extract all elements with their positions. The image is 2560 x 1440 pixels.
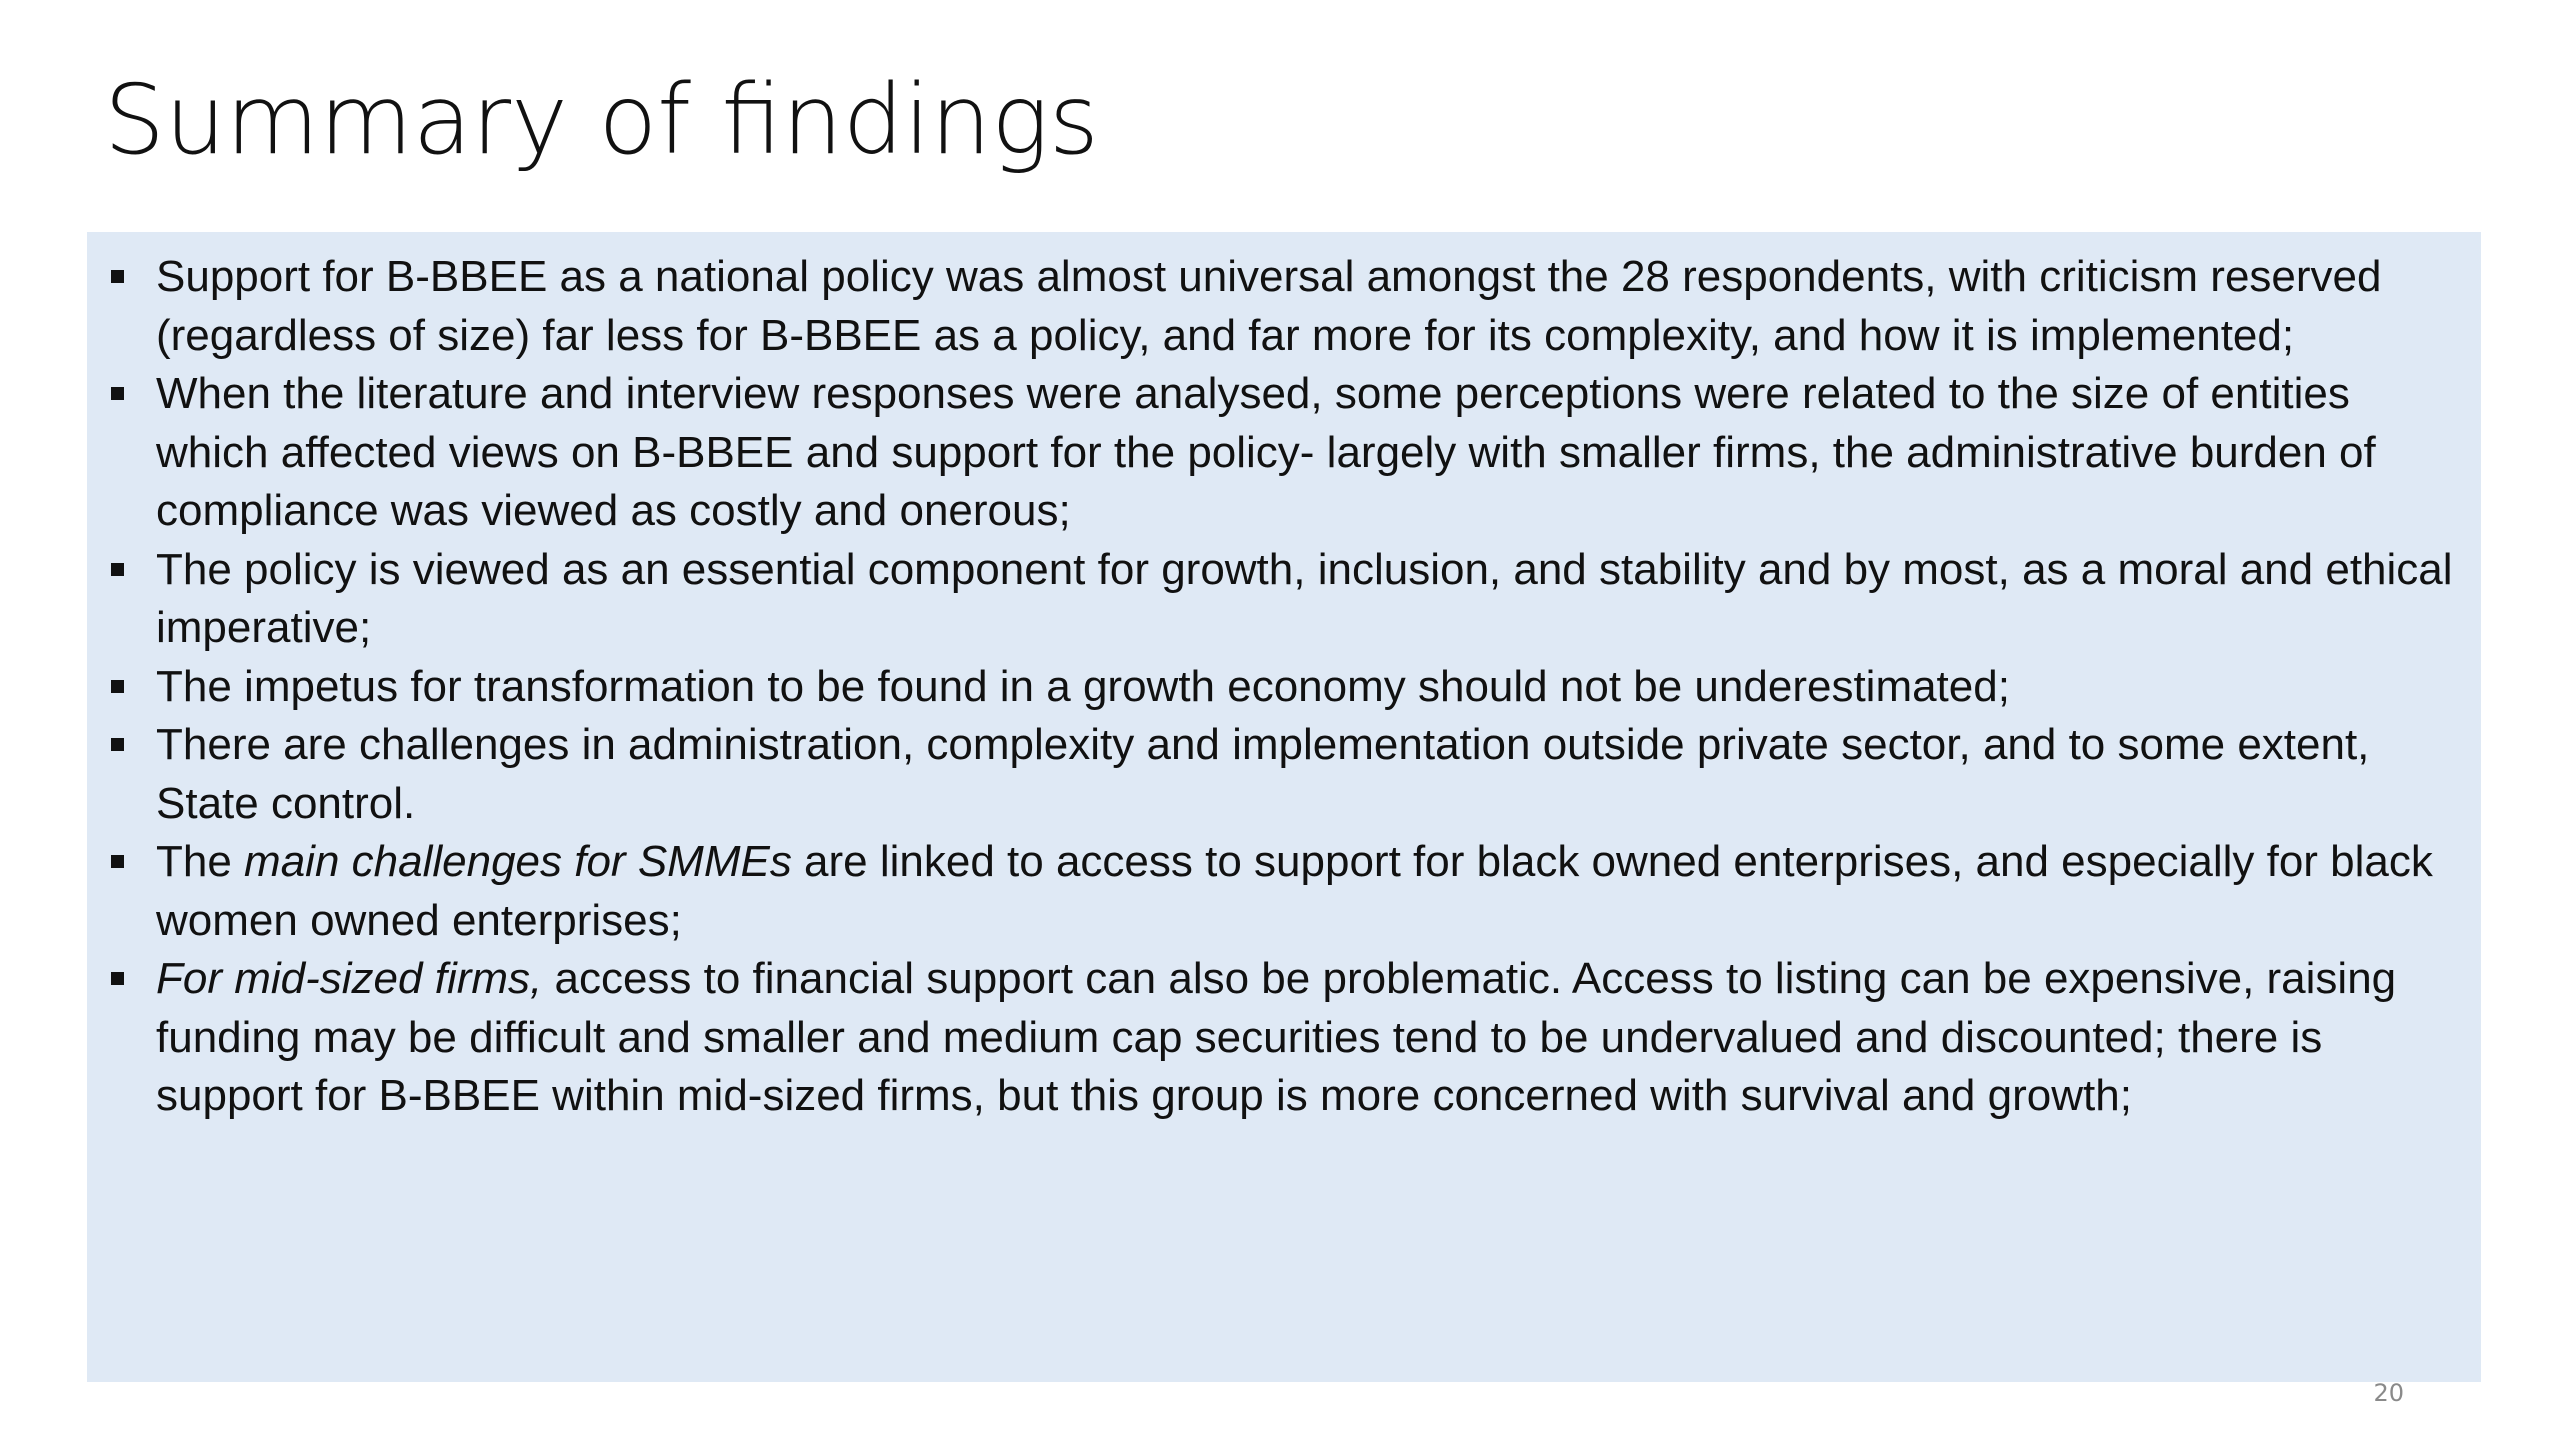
finding-item — [111, 658, 2461, 717]
finding-item — [111, 716, 2461, 833]
findings-panel — [87, 232, 2481, 1382]
square-bullet-icon — [111, 738, 124, 751]
finding-text: When the literature and interview responses were analysed, some perceptions were related to the size of entities which affected views on B-BBEE and support for the policy- largely with smaller firms, the administrative burden of compliance was viewed as costly and onerous; — [156, 369, 2376, 535]
square-bullet-icon — [111, 387, 124, 400]
square-bullet-icon — [111, 855, 124, 868]
finding-text: There are challenges in administration, complexity and implementation outside private sector, and to some extent, State control. — [156, 720, 2370, 828]
finding-item — [111, 248, 2461, 365]
finding-emphasis: main challenges for SMMEs — [244, 837, 792, 886]
finding-text: The policy is viewed as an essential component for growth, inclusion, and stability and by most, as a moral and ethical imperative; — [156, 544, 2453, 652]
square-bullet-icon — [111, 680, 124, 693]
square-bullet-icon — [111, 972, 124, 985]
finding-text: Support for B-BBEE as a national policy was almost universal amongst the 28 respondents, with criticism reserved (regardless of size) far less for B-BBEE as a policy, and far more for its complexity, and how it is implemented; — [156, 252, 2382, 360]
page-number: 20 — [2373, 1379, 2404, 1407]
slide-title: Summary of findings — [104, 64, 1099, 176]
finding-emphasis: For mid-sized firms, — [156, 954, 543, 1003]
finding-text-prefix: The — [156, 837, 245, 886]
finding-item — [111, 541, 2461, 658]
square-bullet-icon — [111, 563, 124, 576]
finding-item — [111, 365, 2461, 541]
finding-text-rest: are linked to access to support for black owned enterprises, and especially for black women owned enterprises; — [156, 837, 2433, 945]
findings-list — [111, 248, 2461, 1126]
finding-text: The impetus for transformation to be found in a growth economy should not be underestimated; — [156, 661, 2010, 711]
finding-item — [111, 833, 2461, 950]
square-bullet-icon — [111, 270, 124, 283]
finding-text-rest: access to financial support can also be problematic. Access to listing can be expensive, raising funding may be difficult and smaller and medium cap securities tend to be undervalued and discounted; there is support for B-BBEE within mid-sized firms, but this group is more concerned with survival and growth; — [156, 954, 2397, 1120]
finding-item — [111, 950, 2461, 1126]
